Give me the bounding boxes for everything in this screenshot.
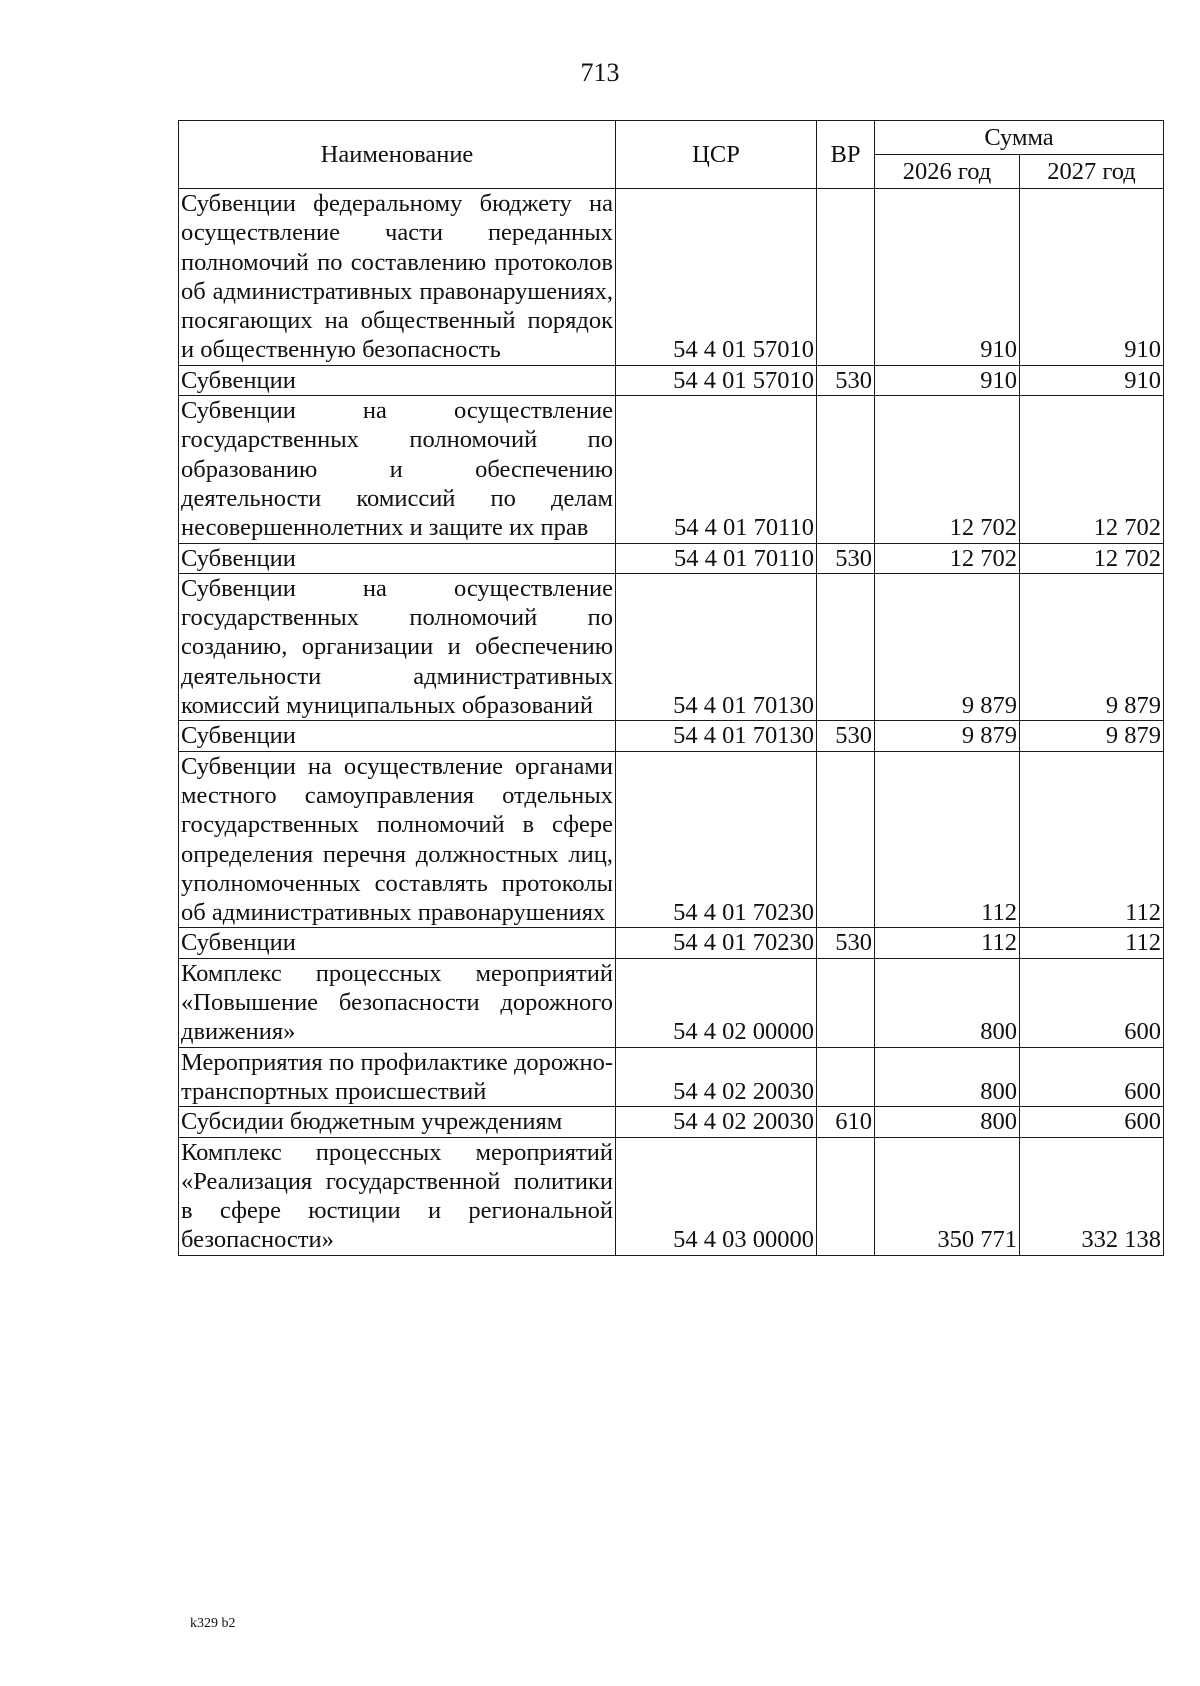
header-vr: ВР bbox=[817, 121, 875, 189]
row-amount-2027: 910 bbox=[1020, 365, 1164, 395]
row-name: Субвенции на осуществление государственных полномочий по созданию, организации и обеспечению деятельности административных комиссий муниципальных образований bbox=[179, 573, 616, 720]
table-row bbox=[179, 1107, 1164, 1137]
table-row bbox=[179, 928, 1164, 958]
row-csr: 54 4 02 20030 bbox=[616, 1107, 817, 1137]
row-amount-2026: 9 879 bbox=[875, 573, 1020, 720]
row-amount-2026: 12 702 bbox=[875, 396, 1020, 543]
row-amount-2027: 12 702 bbox=[1020, 396, 1164, 543]
row-name: Мероприятия по профилактике дорожно-транспортных происшествий bbox=[179, 1047, 616, 1107]
table-row bbox=[179, 573, 1164, 720]
table-row bbox=[179, 396, 1164, 543]
row-amount-2026: 910 bbox=[875, 189, 1020, 366]
row-name: Субвенции на осуществление государственных полномочий по образованию и обеспечению деятельности комиссий по делам несовершеннолетних и защите их прав bbox=[179, 396, 616, 543]
row-csr: 54 4 01 70130 bbox=[616, 573, 817, 720]
row-amount-2026: 800 bbox=[875, 1047, 1020, 1107]
row-name: Субвенции федеральному бюджету на осуществление части переданных полномочий по составлению протоколов об административных правонарушениях, посягающих на общественный порядок и общественную безопасность bbox=[179, 189, 616, 366]
table-row bbox=[179, 721, 1164, 751]
table-row bbox=[179, 365, 1164, 395]
row-amount-2027: 12 702 bbox=[1020, 543, 1164, 573]
row-amount-2027: 600 bbox=[1020, 1047, 1164, 1107]
row-vr bbox=[817, 1137, 875, 1255]
row-name: Комплекс процессных мероприятий «Повышение безопасности дорожного движения» bbox=[179, 958, 616, 1047]
row-csr: 54 4 02 00000 bbox=[616, 958, 817, 1047]
row-vr: 530 bbox=[817, 365, 875, 395]
row-name: Субвенции bbox=[179, 543, 616, 573]
row-amount-2027: 910 bbox=[1020, 189, 1164, 366]
row-amount-2026: 12 702 bbox=[875, 543, 1020, 573]
header-year-2026: 2026 год bbox=[875, 155, 1020, 189]
row-csr: 54 4 01 57010 bbox=[616, 189, 817, 366]
row-vr bbox=[817, 573, 875, 720]
row-amount-2026: 9 879 bbox=[875, 721, 1020, 751]
row-csr: 54 4 01 57010 bbox=[616, 365, 817, 395]
table-row bbox=[179, 958, 1164, 1047]
table-row bbox=[179, 189, 1164, 366]
row-amount-2026: 112 bbox=[875, 751, 1020, 928]
page-number: 713 bbox=[580, 58, 620, 87]
row-name: Субвенции bbox=[179, 365, 616, 395]
row-name: Комплекс процессных мероприятий «Реализация государственной политики в сфере юстиции и региональной безопасности» bbox=[179, 1137, 616, 1255]
row-amount-2027: 9 879 bbox=[1020, 573, 1164, 720]
row-amount-2027: 9 879 bbox=[1020, 721, 1164, 751]
row-vr: 530 bbox=[817, 928, 875, 958]
row-csr: 54 4 03 00000 bbox=[616, 1137, 817, 1255]
table-row bbox=[179, 543, 1164, 573]
table-row bbox=[179, 1137, 1164, 1255]
row-csr: 54 4 01 70110 bbox=[616, 396, 817, 543]
row-amount-2026: 800 bbox=[875, 1107, 1020, 1137]
row-amount-2026: 910 bbox=[875, 365, 1020, 395]
budget-table bbox=[178, 120, 1164, 1256]
table-row bbox=[179, 1047, 1164, 1107]
row-amount-2026: 800 bbox=[875, 958, 1020, 1047]
header-name: Наименование bbox=[179, 121, 616, 189]
row-amount-2026: 112 bbox=[875, 928, 1020, 958]
row-amount-2026: 350 771 bbox=[875, 1137, 1020, 1255]
row-vr bbox=[817, 189, 875, 366]
row-csr: 54 4 02 20030 bbox=[616, 1047, 817, 1107]
row-amount-2027: 112 bbox=[1020, 928, 1164, 958]
header-csr: ЦСР bbox=[616, 121, 817, 189]
row-csr: 54 4 01 70230 bbox=[616, 751, 817, 928]
table-row bbox=[179, 751, 1164, 928]
row-vr: 530 bbox=[817, 543, 875, 573]
header-year-2027: 2027 год bbox=[1020, 155, 1164, 189]
row-vr bbox=[817, 751, 875, 928]
row-name: Субвенции bbox=[179, 721, 616, 751]
row-vr bbox=[817, 958, 875, 1047]
row-vr bbox=[817, 1047, 875, 1107]
row-name: Субвенции на осуществление органами местного самоуправления отдельных государственных полномочий в сфере определения перечня должностных лиц, уполномоченных составлять протоколы об административных правонарушениях bbox=[179, 751, 616, 928]
row-amount-2027: 600 bbox=[1020, 958, 1164, 1047]
row-vr bbox=[817, 396, 875, 543]
row-csr: 54 4 01 70110 bbox=[616, 543, 817, 573]
row-name: Субвенции bbox=[179, 928, 616, 958]
row-amount-2027: 112 bbox=[1020, 751, 1164, 928]
row-csr: 54 4 01 70130 bbox=[616, 721, 817, 751]
footer-code: k329 b2 bbox=[190, 1616, 236, 1631]
row-amount-2027: 332 138 bbox=[1020, 1137, 1164, 1255]
row-vr: 530 bbox=[817, 721, 875, 751]
row-csr: 54 4 01 70230 bbox=[616, 928, 817, 958]
row-name: Субсидии бюджетным учреждениям bbox=[179, 1107, 616, 1137]
header-sum: Сумма bbox=[875, 121, 1164, 155]
row-vr: 610 bbox=[817, 1107, 875, 1137]
row-amount-2027: 600 bbox=[1020, 1107, 1164, 1137]
